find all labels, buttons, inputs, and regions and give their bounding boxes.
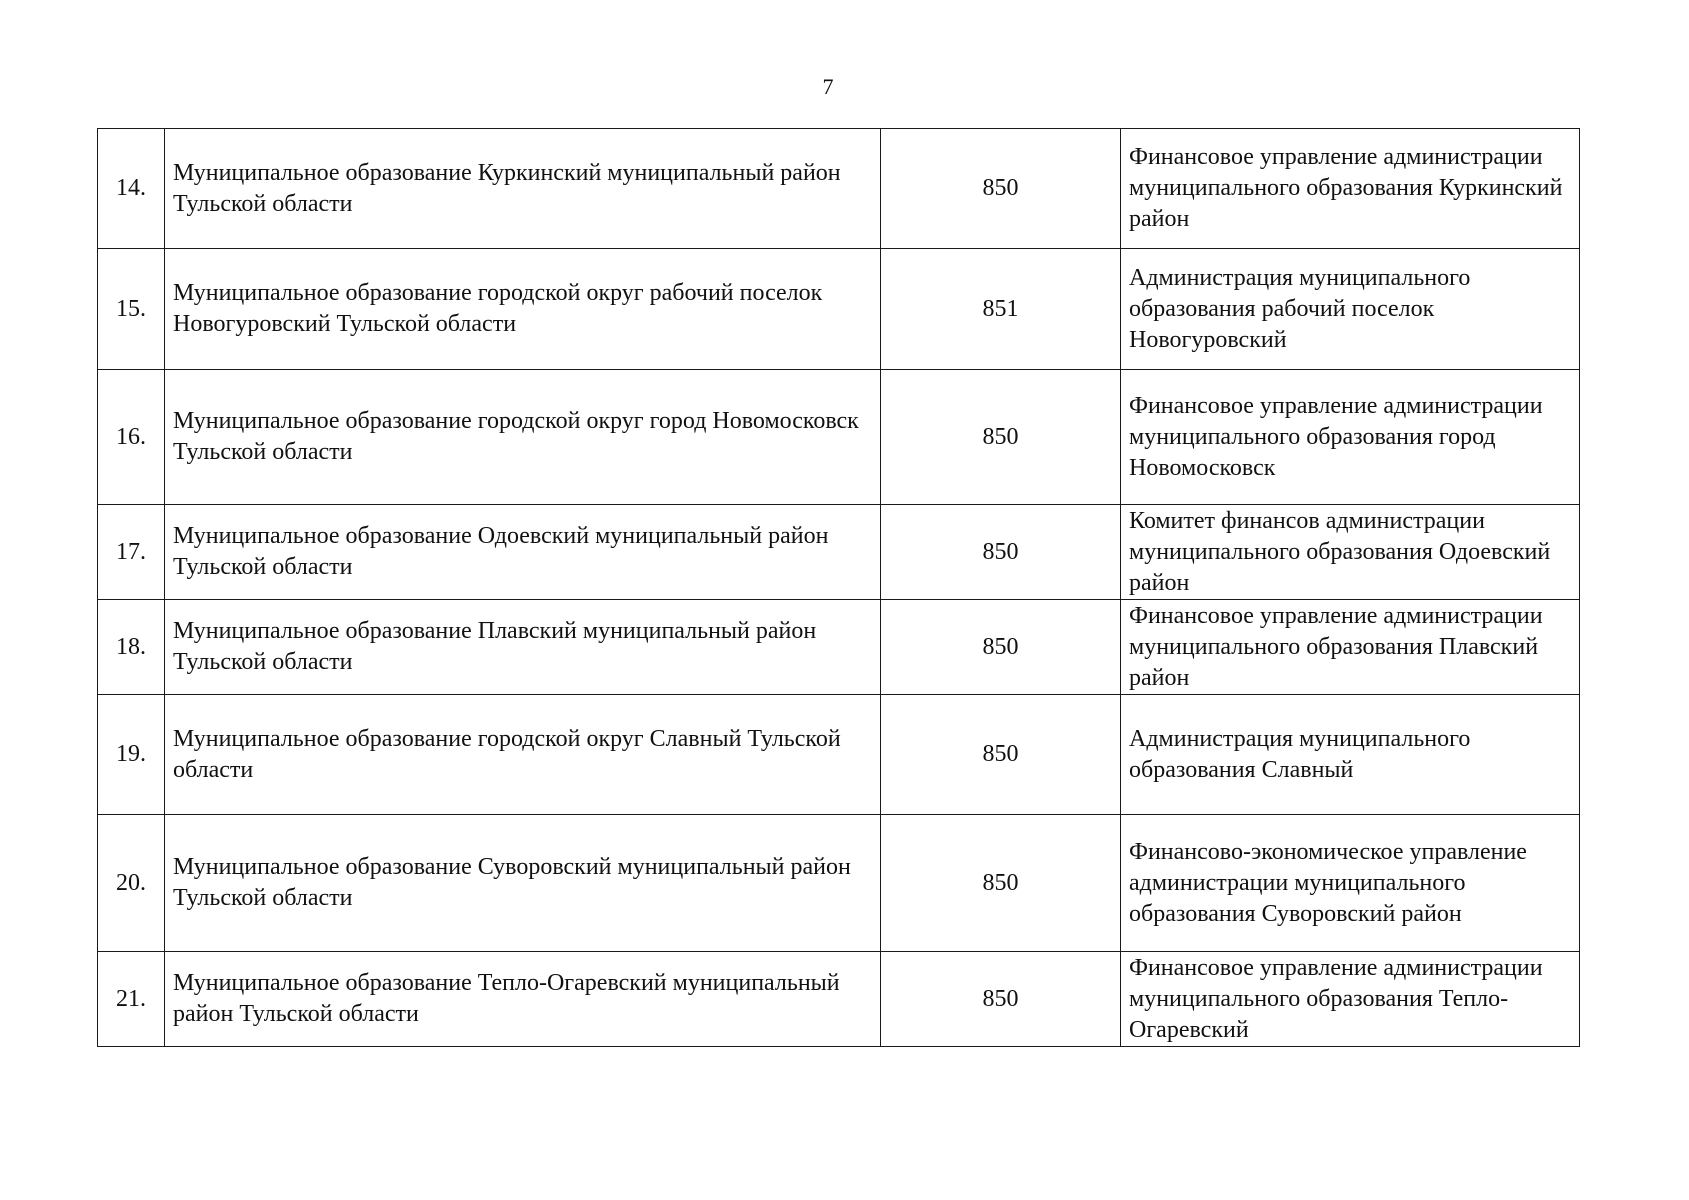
row-number: 15. [98, 249, 165, 370]
table-row [98, 952, 1580, 1047]
table-row [98, 249, 1580, 370]
municipality-name: Муниципальное образование Плавский муниципальный район Тульской области [165, 600, 881, 695]
row-number: 18. [98, 600, 165, 695]
table-row [98, 370, 1580, 505]
row-number: 14. [98, 129, 165, 249]
financial-body: Финансовое управление администрации муниципального образования Куркинский район [1121, 129, 1580, 249]
budget-code: 850 [881, 952, 1121, 1047]
table-row [98, 505, 1580, 600]
table-row [98, 695, 1580, 815]
financial-body: Финансовое управление администрации муниципального образования Плавский район [1121, 600, 1580, 695]
financial-body: Администрация муниципального образования рабочий поселок Новогуровский [1121, 249, 1580, 370]
row-number: 17. [98, 505, 165, 600]
budget-code: 850 [881, 505, 1121, 600]
financial-body: Финансовое управление администрации муниципального образования город Новомосковск [1121, 370, 1580, 505]
municipality-name: Муниципальное образование городской округ рабочий поселок Новогуровский Тульской области [165, 249, 881, 370]
budget-code: 850 [881, 815, 1121, 952]
table-row [98, 815, 1580, 952]
table-row [98, 600, 1580, 695]
budget-code: 850 [881, 600, 1121, 695]
budget-code: 851 [881, 249, 1121, 370]
municipality-name: Муниципальное образование Суворовский муниципальный район Тульской области [165, 815, 881, 952]
financial-body: Финансовое управление администрации муниципального образования Тепло-Огаревский [1121, 952, 1580, 1047]
financial-body: Финансово-экономическое управление администрации муниципального образования Суворовский район [1121, 815, 1580, 952]
municipality-name: Муниципальное образование Одоевский муниципальный район Тульской области [165, 505, 881, 600]
row-number: 21. [98, 952, 165, 1047]
budget-code: 850 [881, 370, 1121, 505]
financial-body: Комитет финансов администрации муниципального образования Одоевский район [1121, 505, 1580, 600]
municipality-name: Муниципальное образование городской округ Славный Тульской области [165, 695, 881, 815]
budget-code: 850 [881, 129, 1121, 249]
page-number: 7 [822, 74, 834, 99]
row-number: 16. [98, 370, 165, 505]
budget-code: 850 [881, 695, 1121, 815]
row-number: 20. [98, 815, 165, 952]
municipality-name: Муниципальное образование Куркинский муниципальный район Тульской области [165, 129, 881, 249]
row-number: 19. [98, 695, 165, 815]
municipality-name: Муниципальное образование Тепло-Огаревский муниципальный район Тульской области [165, 952, 881, 1047]
municipality-name: Муниципальное образование городской округ город Новомосковск Тульской области [165, 370, 881, 505]
financial-body: Администрация муниципального образования Славный [1121, 695, 1580, 815]
table-row [98, 129, 1580, 249]
municipalities-table [97, 128, 1580, 1047]
